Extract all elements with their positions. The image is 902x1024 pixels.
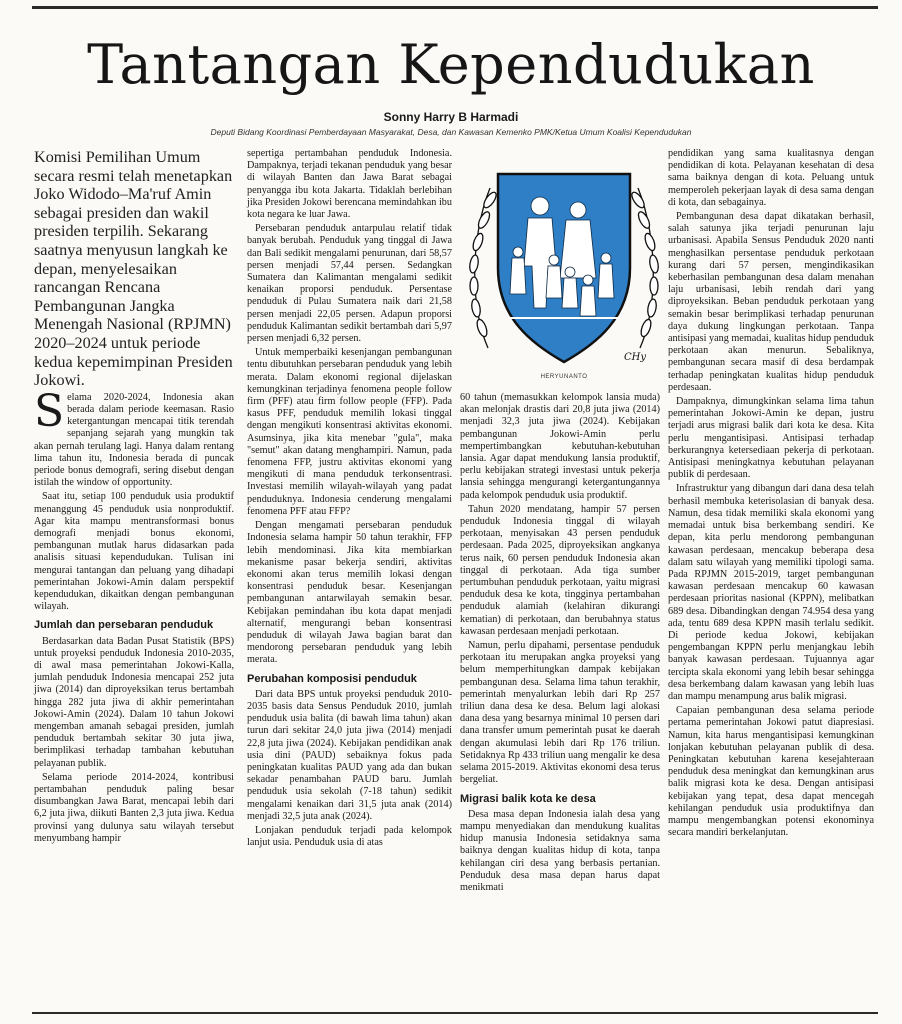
- lede: Komisi Pemilihan Umum secara resmi telah menetapkan Joko Widodo–Ma'ruf Amin sebagai presiden dan wakil presiden terpilih. Sekarang saatnya menyusun langkah ke depan, menyelesaikan rancangan Rencana Pembangunan Jangka Menengah Nasional (RPJMN) 2020–2024 untuk periode kedua kepemimpinan Presiden Jokowi.: [34, 148, 233, 390]
- author-name: Sonny Harry B Harmadi: [383, 110, 519, 124]
- paragraph: Persebaran penduduk antarpulau relatif tidak banyak berubah. Penduduk yang tinggal di Jawa dan Bali sedikit mengalami penurunan, dari 58,57 persen menjadi 57,44 persen. Sedangkan Sumatera dan Kalimantan mengalami sedikit kenaikan proporsi penduduk. Persentase penduduk di Pulau Sumatera naik dari 21,58 persen menjadi 22,05 persen. Adapun proporsi penduduk Kalimantan sedikit bertambah dari 5,97 persen menjadi 6,32 persen.: [247, 223, 452, 345]
- illustration-credit: HERYUNANTO: [540, 374, 588, 380]
- paragraph: Namun, perlu dipahami, persentase penduduk perkotaan itu merupakan angka proyeksi yang belum memperhitungkan dampak kebijakan pembangunan desa. Selama lima tahun terakhir, pemerintah menyalurkan lebih dari Rp 257 triliun dana desa ke desa. Belum lagi alokasi dana desa yang besarnya minimal 10 persen dari dana transfer umum pemerintah pusat ke daerah dengan akumulasi lebih dari Rp 176 triliun. Setidaknya Rp 433 triliun uang mengalir ke desa selama 2015-2019. Aktivitas ekonomi desa terus bergeliat.: [460, 640, 660, 786]
- paragraph: Saat itu, setiap 100 penduduk usia produktif menanggung 45 penduduk usia nonproduktif. Agar kita mampu mentransformasi bonus demografi menjadi bonus ekonomi, pembangunan mutlak harus didasarkan pada analisis situasi kependudukan. Tulisan ini mengurai tantangan dan peluang yang dihadapi pemerintahan Jokowi-Amin dalam perspektif kependudukan, dikaitkan dengan pembangunan wilayah.: [34, 491, 234, 613]
- column-2: [247, 148, 452, 851]
- column-4: [668, 148, 874, 841]
- paragraph: Pembangunan desa dapat dikatakan berhasil, salah satunya jika terjadi penurunan laju urbanisasi. Apabila Sensus Penduduk 2020 nanti menghasilkan persentase penduduk perkotaan kurang dari 57 persen, mengindikasikan keberhasilan pembangunan desa dalam menahan laju urbanisasi, lebih rendah dari yang diproyeksikan. Beban penduduk perkotaan yang semakin besar berimplikasi terhadap penurunan daya dukung lingkungan perkotaan. Tanpa antisipasi yang memadai, kualitas hidup penduduk perkotaan akan menurun. Sebaliknya, pembangunan secara masif di desa berdampak terhadap peningkatan kualitas hidup penduduk perdesaan.: [668, 211, 874, 393]
- paragraph: Infrastruktur yang dibangun dari dana desa telah berhasil membuka keterisolasian di banyak desa. Namun, desa tidak memiliki skala ekonomi yang memadai untuk bisa berkembang sendiri. Ke depan, kita perlu mendorong pembangunan kawasan perdesaan, mencakup beberapa desa dalam satu wilayah yang memiliki tipologi sama. Pada RPJMN 2015-2019, target pembangunan kawasan perdesaan mencakup 60 kawasan perdesaan prioritas nasional (KPPN), melibatkan 689 desa. Dibandingkan dengan 74.954 desa yang ada, tentu 689 desa KPPN masih terlalu sedikit. Di periode kedua Jokowi, kebijakan pengembangan KPPN perlu menjangkau lebih banyak kawasan perdesaan. Tujuannya agar tercipta skala ekonomi yang lebih besar sehingga desa berkembang dalam kawasan yang lebih luas dan mampu menampung arus balik migrasi.: [668, 483, 874, 702]
- paragraph: Tahun 2020 mendatang, hampir 57 persen penduduk Indonesia tinggal di wilayah perkotaan, menyisakan 43 persen penduduk perdesaan. Pada 2025, diproyeksikan angkanya terus naik, 60 persen penduduk Indonesia akan tinggal di perkotaan. Ada tiga sumber pertumbuhan penduduk perkotaan, yaitu migrasi penduduk desa ke kota, tingginya pertambahan penduduk alamiah (kelahiran dikurangi kematian) di perkotaan, dan berubahnya status kawasan perdesaan menjadi perkotaan.: [460, 503, 660, 637]
- drop-cap: S: [34, 385, 65, 437]
- top-rule: [32, 6, 878, 9]
- section-heading: Jumlah dan persebaran penduduk: [34, 619, 214, 632]
- paragraph: 60 tahun (memasukkan kelompok lansia muda) akan melonjak drastis dari 20,8 juta jiwa (2014) menjadi 32,3 juta jiwa (2024). Kebijakan pembangunan Jokowi-Amin perlu mempertimbangkan kebutuhan-kebutuhan lansia. Agar dapat mendukung lansia produktif, perlu kebijakan strategi investasi untuk pekerja lansia sehingga mengurangi ketergantungannya pada kelompok penduduk usia produktif.: [460, 392, 660, 501]
- paragraph: Capaian pembangunan desa selama periode pertama pemerintahan Jokowi patut diapresiasi. Namun, kita harus mengantisipasi kemungkinan lonjakan kebutuhan pelayanan publik di desa. Peningkatan kebutuhan karena kesejahteraan penduduk desa meningkat dan kemungkinan arus balik migrasi kota ke desa. Dengan antisipasi kebijakan yang tepat, desa dapat mencegah kehilangan penduduk usia produktifnya dan mampu mengembangkan potensi ekonominya secara mandiri berkelanjutan.: [668, 705, 874, 839]
- paragraph: Berdasarkan data Badan Pusat Statistik (BPS) untuk proyeksi penduduk Indonesia 2010-2035, di awal masa pemerintahan Jokowi-Kalla, jumlah penduduk Indonesia mencapai 252 juta jiwa (2014) dan diproyeksikan terus bertambah hingga 282 juta jiwa di akhir pemerintahan Jokowi-Amin (2024). Dalam 10 tahun Jokowi mengemban amanah sebagai presiden, jumlah penduduk bertambah sekitar 30 juta jiwa, berimplikasi terhadap tambahan kebutuhan pelayanan publik.: [34, 635, 234, 769]
- paragraph: sepertiga pertambahan penduduk Indonesia. Dampaknya, terjadi tekanan penduduk yang besar di wilayah Banten dan Jawa Barat sebagai penyangga ibu kota Jakarta. Tidaklah berlebihan jika Presiden Jokowi berencana memindahkan ibu kota negara ke luar Jawa.: [247, 148, 452, 221]
- paragraph: pendidikan yang sama kualitasnya dengan pendidikan di kota. Pelayanan kesehatan di desa sama baiknya dengan di kota. Peluang untuk memperoleh pekerjaan layak di desa sama dengan di kota, dan sebagainya.: [668, 148, 874, 208]
- paragraph: Selama 2020-2024, Indonesia akan berada dalam periode keemasan. Rasio ketergantungan mencapai titik terendah sepanjang sejarah yang mungkin tak akan pernah terulang lagi. Hanya dalam rentang lima tahun itu, Indonesia berada di puncak periode bonus demografi, sering disebut dengan istilah the window of opportunity.: [34, 385, 234, 489]
- paragraph: Selama periode 2014-2024, kontribusi pertambahan penduduk paling besar disumbangkan Jawa Barat, mencapai lebih dari 6,2 juta jiwa, diikuti Banten 2,3 juta jiwa. Kedua provinsi yang dulunya satu wilayah tersebut menyumbang hampir: [34, 771, 234, 844]
- section-heading: Migrasi balik kota ke desa: [460, 792, 596, 805]
- paragraph: Dengan mengamati persebaran penduduk Indonesia selama hampir 50 tahun terakhir, FFP lebih mendominasi. Jika kita membiarkan mekanisme pasar bekerja sendiri, aktivitas ekonomi akan terus memilih lokasi dengan konsentrasi penduduk besar. Kesenjangan pembangunan antarwilayah semakin besar. Kebijakan pemindahan ibu kota dapat menjadi alternatif, mengurangi beban konsentrasi penduduk di wilayah Jawa bagian barat dan mendorong persebaran penduduk yang lebih merata.: [247, 520, 452, 666]
- column-1: [34, 148, 234, 847]
- paragraph: Desa masa depan Indonesia ialah desa yang mampu menyediakan dan mendukung kualitas hidup manusia Indonesia setidaknya sama baiknya dengan kualitas hidup di kota, tanpa kehilangan ciri desa yang berbasis pertanian. Penduduk desa masa depan harus dapat menikmati: [460, 808, 660, 893]
- column-3: [460, 392, 660, 896]
- illustrator-signature: CHy: [624, 352, 647, 363]
- headline: Tantangan Kependudukan: [87, 33, 815, 96]
- shield-illustration: [466, 148, 662, 382]
- author-title: Deputi Bidang Koordinasi Pemberdayaan Masyarakat, Desa, dan Kawasan Kemenko PMK/Ketua Umum Koalisi Kependudukan: [210, 127, 692, 137]
- section-heading: Perubahan komposisi penduduk: [247, 672, 417, 685]
- paragraph: Dampaknya, dimungkinkan selama lima tahun pemerintahan Jokowi-Amin ke depan, justru terjadi arus migrasi balik dari kota ke desa. Kita perlu mengantisipasi. Antisipasi terhadap berkurangnya ketersediaan pekerja di perkotaan. Antisipasi meningkatnya kebutuhan pelayanan publik di perdesaan.: [668, 396, 874, 481]
- paragraph: Lonjakan penduduk terjadi pada kelompok lanjut usia. Penduduk usia di atas: [247, 824, 452, 849]
- paragraph: Untuk memperbaiki kesenjangan pembangunan tentu dibutuhkan persebaran penduduk yang lebih merata. Dalam ekonomi regional dijelaskan kemungkinan terjadinya fenomena people follow firm (PFF) atau firm follow people (FFP). Pada kasus PFF, penduduk memilih lokasi tinggal dengan mengikuti konsentrasi aktivitas ekonomi. Asumsinya, jika kita menebar "gula", maka "semut" akan datang menghampiri. Namun, pada fenomena FFP, justru aktivitas ekonomi yang mengikuti di mana penduduk terkonsentrasi. Investasi memilih wilayah-wilayah yang padat penduduknya. Indonesia cenderung mengalami fenomena PFF atau FFP?: [247, 347, 452, 517]
- bottom-rule: [32, 1012, 878, 1014]
- paragraph: Dari data BPS untuk proyeksi penduduk 2010-2035 basis data Sensus Penduduk 2010, jumlah penduduk usia balita (di bawah lima tahun) akan turun dari sekitar 24,0 juta jiwa (2014) menjadi 22,8 juta jiwa (2024). Kebijakan pendidikan anak usia dini (PAUD) sebaiknya fokus pada peningkatan kualitas PAUD yang ada dan bukan sekadar penambahan PAUD baru. Jumlah penduduk usia sekolah (7-18 tahun) sedikit mengalami kenaikan dari 31,5 juta anak (2014) menjadi 32,5 juta anak (2024).: [247, 688, 452, 822]
